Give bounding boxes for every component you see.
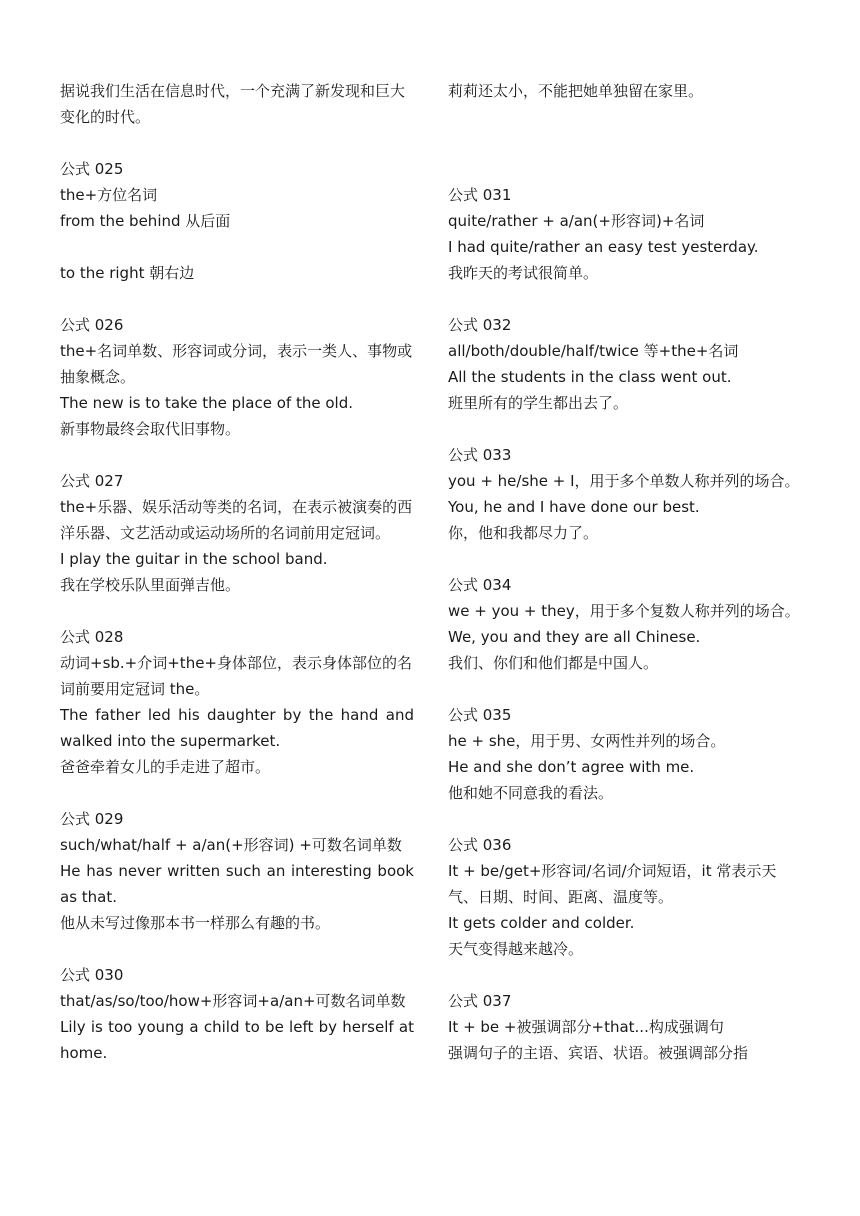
formula-026-translation: 新事物最终会取代旧事物。 xyxy=(60,420,241,438)
formula-026-rule: the+名词单数、形容词或分词，表示一类人、事物或抽象概念。 xyxy=(60,342,413,386)
intro-translation: 据说我们生活在信息时代，一个充满了新发现和巨大变化的时代。 xyxy=(60,82,406,126)
formula-027-title: 公式 027 xyxy=(60,472,124,490)
formula-029-translation: 他从未写过像那本书一样那么有趣的书。 xyxy=(60,914,331,932)
formula-026-title: 公式 026 xyxy=(60,316,124,334)
formula-027-translation: 我在学校乐队里面弹吉他。 xyxy=(60,576,241,594)
formula-031-title: 公式 031 xyxy=(448,186,512,204)
formula-034-translation: 我们、你们和他们都是中国人。 xyxy=(448,654,659,672)
formula-027-example: I play the guitar in the school band. xyxy=(60,550,328,568)
formula-036-title: 公式 036 xyxy=(448,836,512,854)
formula-035-title: 公式 035 xyxy=(448,706,512,724)
formula-032-example: All the students in the class went out. xyxy=(448,368,732,386)
formula-030-example: Lily is too young a child to be left by herself at home. xyxy=(60,1018,414,1062)
formula-037-rule: It + be +被强调部分+that...构成强调句 xyxy=(448,1018,724,1036)
formula-026-example: The new is to take the place of the old. xyxy=(60,394,353,412)
formula-028-title: 公式 028 xyxy=(60,628,124,646)
formula-028-example: The father led his daughter by the hand and walked into the supermarket. xyxy=(60,706,414,750)
formula-027-rule: the+乐器、娱乐活动等类的名词，在表示被演奏的西洋乐器、文艺活动或运动场所的名词前用定冠词。 xyxy=(60,498,413,542)
formula-025-example-2: to the right 朝右边 xyxy=(60,264,195,282)
formula-030-translation: 莉莉还太小，不能把她单独留在家里。 xyxy=(448,82,704,100)
formula-036-rule: It + be/get+形容词/名词/介词短语，it 常表示天气、日期、时间、距离、温度等。 xyxy=(448,862,777,906)
formula-034-rule: we + you + they，用于多个复数人称并列的场合。 xyxy=(448,602,800,620)
formula-025-rule: the+方位名词 xyxy=(60,186,158,204)
formula-028-translation: 爸爸牵着女儿的手走进了超市。 xyxy=(60,758,271,776)
formula-028-rule: 动词+sb.+介词+the+身体部位，表示身体部位的名词前要用定冠词 the。 xyxy=(60,654,412,698)
right-column xyxy=(448,78,802,1066)
formula-032-title: 公式 032 xyxy=(448,316,512,334)
formula-029-title: 公式 029 xyxy=(60,810,124,828)
formula-029-example: He has never written such an interesting book as that. xyxy=(60,862,414,906)
formula-037-note: 强调句子的主语、宾语、状语。被强调部分指 xyxy=(448,1044,749,1062)
formula-033-title: 公式 033 xyxy=(448,446,512,464)
formula-033-rule: you + he/she + I，用于多个单数人称并列的场合。 xyxy=(448,472,800,490)
formula-031-rule: quite/rather + a/an(+形容词)+名词 xyxy=(448,212,705,230)
formula-035-example: He and she don’t agree with me. xyxy=(448,758,695,776)
formula-034-example: We, you and they are all Chinese. xyxy=(448,628,701,646)
formula-034-title: 公式 034 xyxy=(448,576,512,594)
formula-032-rule: all/both/double/half/twice 等+the+名词 xyxy=(448,342,739,360)
formula-031-example: I had quite/rather an easy test yesterday. xyxy=(448,238,759,256)
formula-033-translation: 你，他和我都尽力了。 xyxy=(448,524,599,542)
formula-030-title: 公式 030 xyxy=(60,966,124,984)
formula-035-rule: he + she，用于男、女两性并列的场合。 xyxy=(448,732,726,750)
formula-036-translation: 天气变得越来越冷。 xyxy=(448,940,584,958)
formula-025-title: 公式 025 xyxy=(60,160,124,178)
left-column xyxy=(60,78,414,1066)
formula-035-translation: 他和她不同意我的看法。 xyxy=(448,784,614,802)
formula-031-translation: 我昨天的考试很简单。 xyxy=(448,264,599,282)
formula-036-example: It gets colder and colder. xyxy=(448,914,635,932)
formula-029-rule: such/what/half + a/an(+形容词) +可数名词单数 xyxy=(60,836,402,854)
formula-025-example-1: from the behind 从后面 xyxy=(60,212,231,230)
formula-030-rule: that/as/so/too/how+形容词+a/an+可数名词单数 xyxy=(60,992,406,1010)
formula-033-example: You, he and I have done our best. xyxy=(448,498,700,516)
formula-032-translation: 班里所有的学生都出去了。 xyxy=(448,394,629,412)
formula-037-title: 公式 037 xyxy=(448,992,512,1010)
